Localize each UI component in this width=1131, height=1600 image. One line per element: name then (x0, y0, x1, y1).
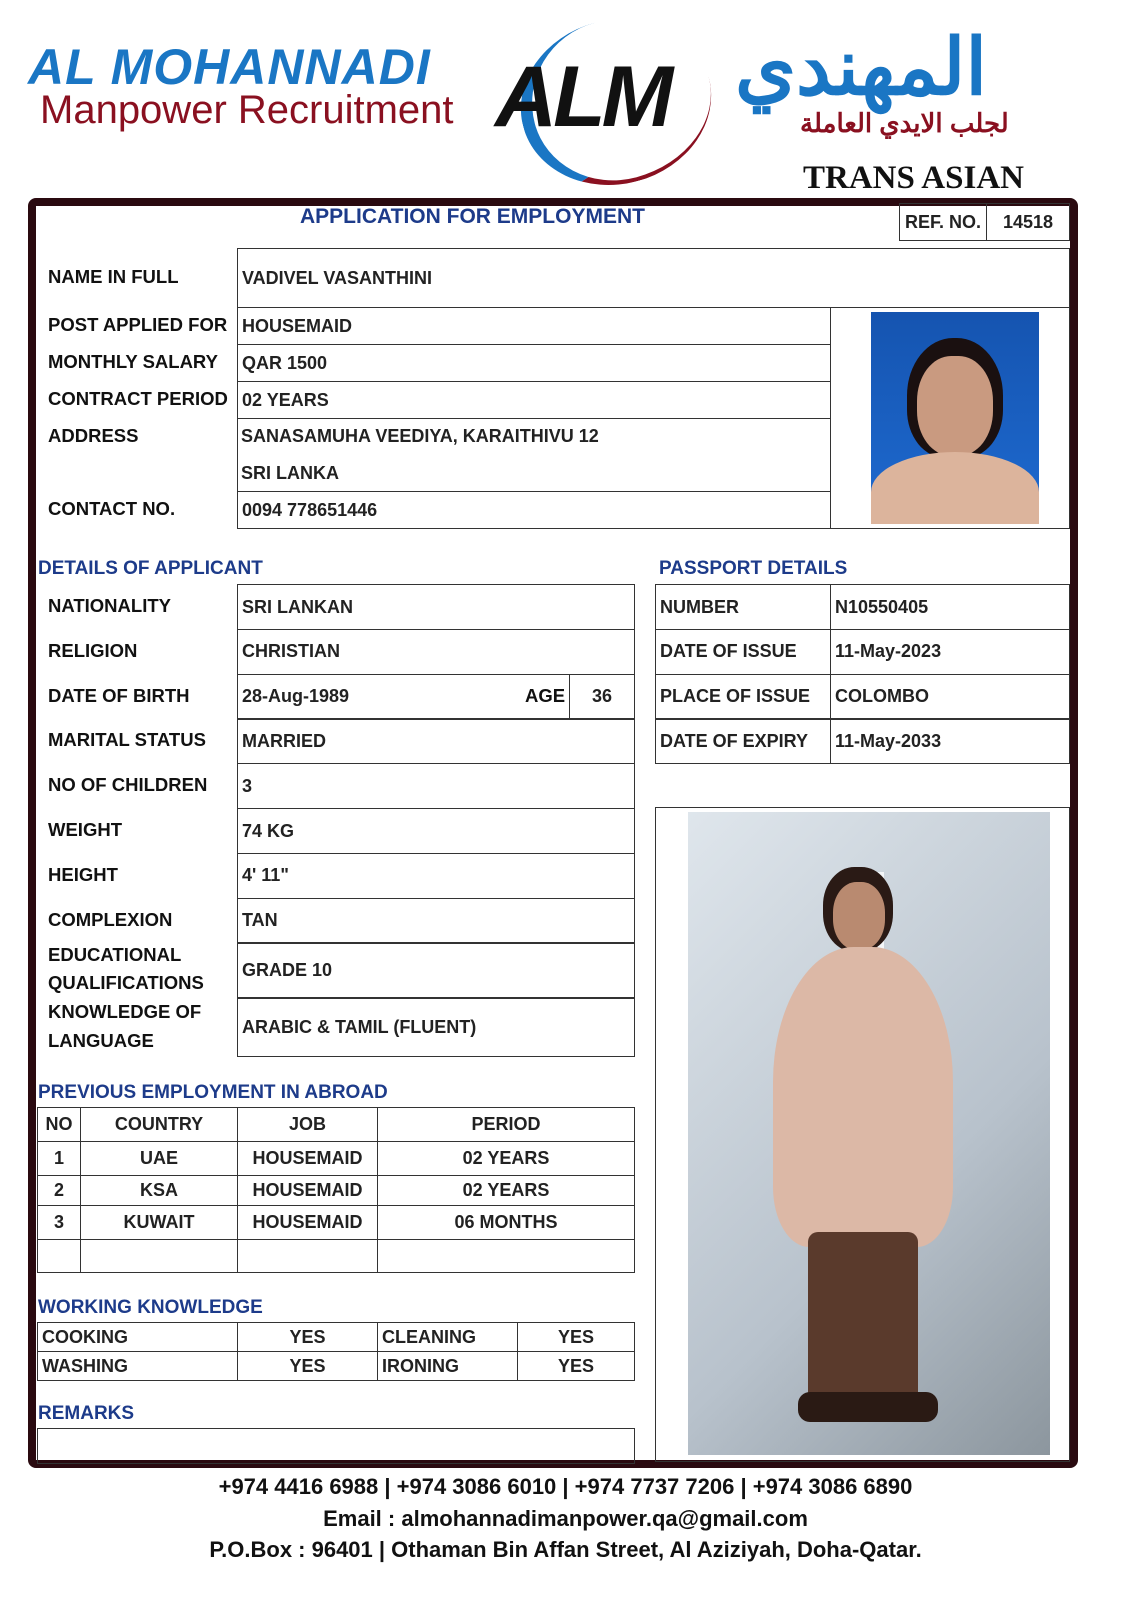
working-knowledge-cell: COOKING (37, 1322, 238, 1352)
passport-issue-label: DATE OF ISSUE (655, 629, 831, 675)
remarks-heading: REMARKS (38, 1403, 135, 1424)
logo-subtitle: Manpower Recruitment (40, 88, 454, 132)
complexion-value: TAN (237, 898, 635, 944)
logo-arabic-subtitle: لجلب الايدي العاملة (800, 108, 1009, 138)
age-label: AGE (525, 684, 566, 706)
education-label: EDUCATIONAL (48, 944, 182, 965)
working-knowledge-cell: WASHING (37, 1351, 238, 1381)
age-value: 36 (569, 674, 635, 720)
marital-label: MARITAL STATUS (48, 729, 206, 751)
children-value: 3 (237, 763, 635, 809)
employment-column-header: NO (37, 1107, 81, 1142)
working-knowledge-heading: WORKING KNOWLEDGE (38, 1297, 263, 1318)
employment-table-cell: 2 (37, 1175, 81, 1206)
employment-table-cell: HOUSEMAID (237, 1175, 378, 1206)
employment-table-cell: 06 MONTHS (377, 1205, 635, 1240)
weight-label: WEIGHT (48, 819, 122, 840)
education-label-2: QUALIFICATIONS (48, 972, 204, 993)
marital-value: MARRIED (237, 718, 635, 764)
working-knowledge-cell: YES (237, 1322, 378, 1352)
address-label: ADDRESS (48, 425, 139, 446)
passport-expiry-value: 11-May-2033 (830, 718, 1070, 764)
address-line-1: SANASAMUHA VEEDIYA, KARAITHIVU 12 (241, 426, 599, 446)
employment-table-cell: UAE (80, 1141, 238, 1176)
logo-mark: ALM (495, 49, 670, 145)
address-line-2: SRI LANKA (241, 463, 339, 483)
salary-label: MONTHLY SALARY (48, 351, 218, 372)
details-of-applicant-heading: DETAILS OF APPLICANT (38, 558, 263, 579)
passport-details-heading: PASSPORT DETAILS (659, 558, 848, 579)
previous-employment-heading: PREVIOUS EMPLOYMENT IN ABROAD (38, 1082, 388, 1103)
children-label: NO OF CHILDREN (48, 774, 208, 796)
employment-table-cell (37, 1239, 81, 1273)
contact-label: CONTACT NO. (48, 498, 176, 519)
working-knowledge-cell: YES (517, 1351, 635, 1381)
contact-value: 0094 778651446 (237, 491, 831, 529)
contract-value: 02 YEARS (237, 381, 831, 419)
complexion-label: COMPLEXION (48, 908, 173, 930)
dob-value: 28-Aug-1989 (237, 674, 570, 720)
footer-address: P.O.Box : 96401 | Othaman Bin Affan Street, Al Aziziyah, Doha-Qatar. (209, 1537, 922, 1562)
employment-column-header: JOB (237, 1107, 378, 1142)
passport-expiry-label: DATE OF EXPIRY (655, 718, 831, 764)
contract-label: CONTRACT PERIOD (48, 388, 228, 409)
employment-table-cell (237, 1239, 378, 1273)
logo-english: AL MOHANNADI (28, 39, 431, 95)
working-knowledge-cell: IRONING (377, 1351, 518, 1381)
footer-email: Email : almohannadimanpower.qa@gmail.com (323, 1506, 808, 1531)
name-value: VADIVEL VASANTHINI (237, 248, 1070, 308)
name-label: NAME IN FULL (48, 266, 179, 287)
passport-photo (871, 312, 1039, 524)
employment-table-cell: 02 YEARS (377, 1141, 635, 1176)
logo-arabic: المهندي (735, 23, 988, 111)
employment-table-cell: KSA (80, 1175, 238, 1206)
remarks-box (37, 1428, 635, 1464)
language-value: ARABIC & TAMIL (FLUENT) (237, 997, 635, 1057)
height-label: HEIGHT (48, 863, 118, 885)
footer-phones: +974 4416 6988 | +974 3086 6010 | +974 7737 7206 | +974 3086 6890 (218, 1474, 913, 1499)
passport-number-label: NUMBER (655, 584, 831, 630)
education-value: GRADE 10 (237, 942, 635, 999)
nationality-value: SRI LANKAN (237, 584, 635, 630)
employment-table-cell: KUWAIT (80, 1205, 238, 1240)
passport-number-value: N10550405 (830, 584, 1070, 630)
weight-value: 74 KG (237, 808, 635, 854)
employment-table-cell: 02 YEARS (377, 1175, 635, 1206)
working-knowledge-cell: CLEANING (377, 1322, 518, 1352)
employment-column-header: PERIOD (377, 1107, 635, 1142)
employment-table-cell: HOUSEMAID (237, 1141, 378, 1176)
employment-table-cell (80, 1239, 238, 1273)
post-label: POST APPLIED FOR (48, 314, 228, 335)
post-value: HOUSEMAID (237, 307, 831, 345)
passport-issue-value: 11-May-2023 (830, 629, 1070, 675)
employment-table-cell: 1 (37, 1141, 81, 1176)
ref-no-value: 14518 (986, 203, 1070, 241)
employment-column-header: COUNTRY (80, 1107, 238, 1142)
language-label: KNOWLEDGE OF (48, 1001, 202, 1022)
working-knowledge-cell: YES (237, 1351, 378, 1381)
working-knowledge-cell: YES (517, 1322, 635, 1352)
passport-place-label: PLACE OF ISSUE (655, 674, 831, 720)
religion-value: CHRISTIAN (237, 629, 635, 675)
employment-table-cell (377, 1239, 635, 1273)
dob-label: DATE OF BIRTH (48, 684, 190, 706)
employment-table-cell: 3 (37, 1205, 81, 1240)
agency-name: TRANS ASIAN (803, 160, 1024, 196)
salary-value: QAR 1500 (237, 344, 831, 382)
height-value: 4' 11" (237, 853, 635, 899)
employment-table-cell: HOUSEMAID (237, 1205, 378, 1240)
nationality-label: NATIONALITY (48, 595, 171, 616)
full-length-photo (688, 812, 1050, 1455)
language-label-2: LANGUAGE (48, 1030, 154, 1051)
form-title: APPLICATION FOR EMPLOYMENT (300, 205, 645, 228)
passport-place-value: COLOMBO (830, 674, 1070, 720)
religion-label: RELIGION (48, 639, 138, 661)
ref-no-label: REF. NO. (899, 203, 987, 241)
